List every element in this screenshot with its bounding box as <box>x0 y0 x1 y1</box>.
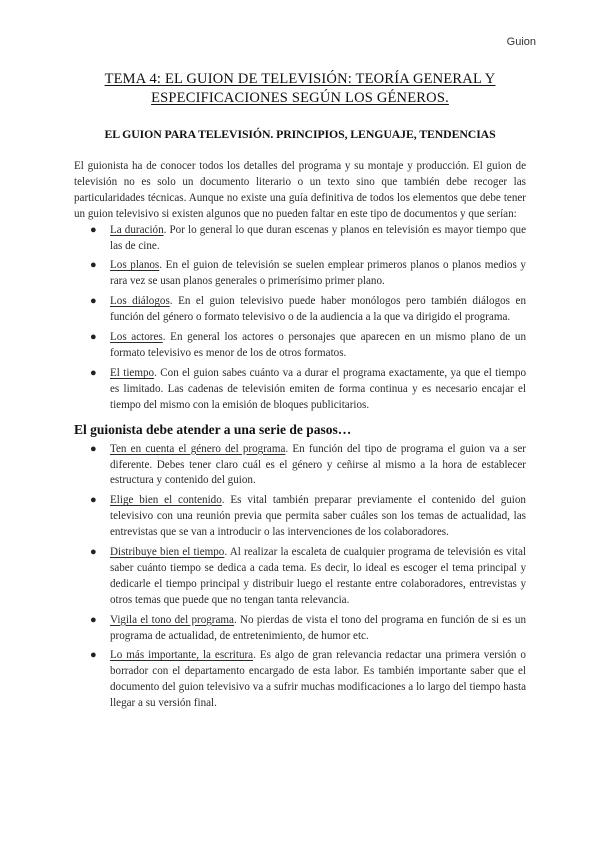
steps-title: El guionista debe atender a una serie de pasos… <box>74 421 352 437</box>
bullet-icon: ● <box>90 366 97 379</box>
intro-paragraph: El guionista ha de conocer todos los detalles del programa y su montaje y producción. El guion de televisión no es solo un documento literario o un texto sino que también debe recoger las particularidades técnicas. Aunque no existe una guía definitiva de todos los elementos que debe tener un guion televisivo si existen algunos que no pueden faltar en este tipo de documentos y que serían: <box>74 160 526 220</box>
document-title-line-1: TEMA 4: EL GUION DE TELEVISIÓN: TEORÍA GENERAL Y <box>104 71 496 87</box>
document-title <box>74 70 526 108</box>
bullet-icon: ● <box>90 649 97 662</box>
list-item <box>90 294 526 326</box>
list-item <box>90 258 526 290</box>
bullet-icon: ● <box>90 259 97 272</box>
list-item <box>90 330 527 362</box>
item-text: . En el guion de televisión se suelen emplear primeros planos o planos medios y rara vez se usan planos generales o primerísimo primer plano. <box>110 259 526 288</box>
bullet-icon: ● <box>90 546 97 559</box>
bullet-icon: ● <box>90 331 97 344</box>
page-header-label: Guion <box>506 36 536 48</box>
section-title: EL GUION PARA TELEVISIÓN. PRINCIPIOS, LENGUAJE, TENDENCIAS <box>104 127 496 141</box>
list-item <box>90 223 526 255</box>
item-text: . En función del tipo de programa el guion va a ser diferente. Debes tener claro cuál es el género y ceñirse al mismo a la hora de establecer estructura y contenido del guion. <box>110 442 527 487</box>
bullet-icon: ● <box>90 223 97 236</box>
document-title-line-2: ESPECIFICACIONES SEGÚN LOS GÉNEROS. <box>151 90 449 106</box>
item-text: . En general los actores o personajes que aparecen en un mismo plano de un formato televisivo es menor de los de otros formatos. <box>110 331 527 359</box>
item-text: . En el guion televisivo puede haber monólogos pero también diálogos en función del género o formato televisivo o de la audiencia a la que va dirigido el programa. <box>110 295 526 324</box>
item-term: Los diálogos <box>110 295 170 308</box>
list-item <box>90 493 526 541</box>
list-item <box>90 442 527 490</box>
item-term: Elige bien el contenido <box>110 494 222 507</box>
list-item <box>90 613 526 645</box>
item-text: . Es vital también preparar previamente el contenido del guion televisivo con una reunión previa que permita saber cuáles son los temas de actualidad, las entrevistas que se van a introducir o las intervenciones de los colaboradores. <box>110 494 526 539</box>
bullet-icon: ● <box>90 295 97 308</box>
item-term: Los actores <box>110 331 163 344</box>
list-item <box>90 648 526 712</box>
item-text: . No pierdas de vista el tono del programa en función de si es un programa de actualidad, de entretenimiento, de humor etc. <box>110 613 526 642</box>
item-term: El tiempo <box>110 366 155 379</box>
document-page <box>74 70 526 716</box>
bullet-icon: ● <box>90 494 97 507</box>
list-item <box>90 366 526 414</box>
bullet-icon: ● <box>90 613 97 626</box>
item-term: Los planos <box>110 259 160 272</box>
list-item <box>90 545 526 609</box>
item-text: . Es algo de gran relevancia redactar una primera versión o borrador con el departamento encargado de esta labor. Es también importante saber que el documento del guion televisivo va a sufrir muchas modificaciones a lo largo del tiempo hasta llegar a su versión final. <box>110 649 526 710</box>
item-term: La duración <box>110 223 164 236</box>
elements-list <box>74 223 526 414</box>
item-term: Lo más importante, la escritura <box>110 649 254 662</box>
item-text: . Con el guion sabes cuánto va a durar el programa exactamente, ya que el tiempo es limitado. Las cadenas de televisión emiten de forma continua y es necesario encajar el tiempo del mismo con la emisión de bloques publicitarios. <box>110 366 526 411</box>
item-text: . Por lo general lo que duran escenas y planos en televisión es mayor tiempo que las de cine. <box>110 223 526 252</box>
item-term: Ten en cuenta el género del programa <box>110 442 286 455</box>
bullet-icon: ● <box>90 442 97 455</box>
steps-list <box>74 442 526 713</box>
item-text: . Al realizar la escaleta de cualquier programa de televisión es vital saber cuánto tiempo se dedica a cada tema. Es decir, lo ideal es escoger el tema principal y dedicarle el tiempo principal y distribuir luego el restante entre colaboradores, entrevistas y otros temas que puede que no tengan tanta relevancia. <box>110 546 526 606</box>
item-term: Distribuye bien el tiempo <box>110 546 225 559</box>
item-term: Vigila el tono del programa <box>110 613 234 626</box>
